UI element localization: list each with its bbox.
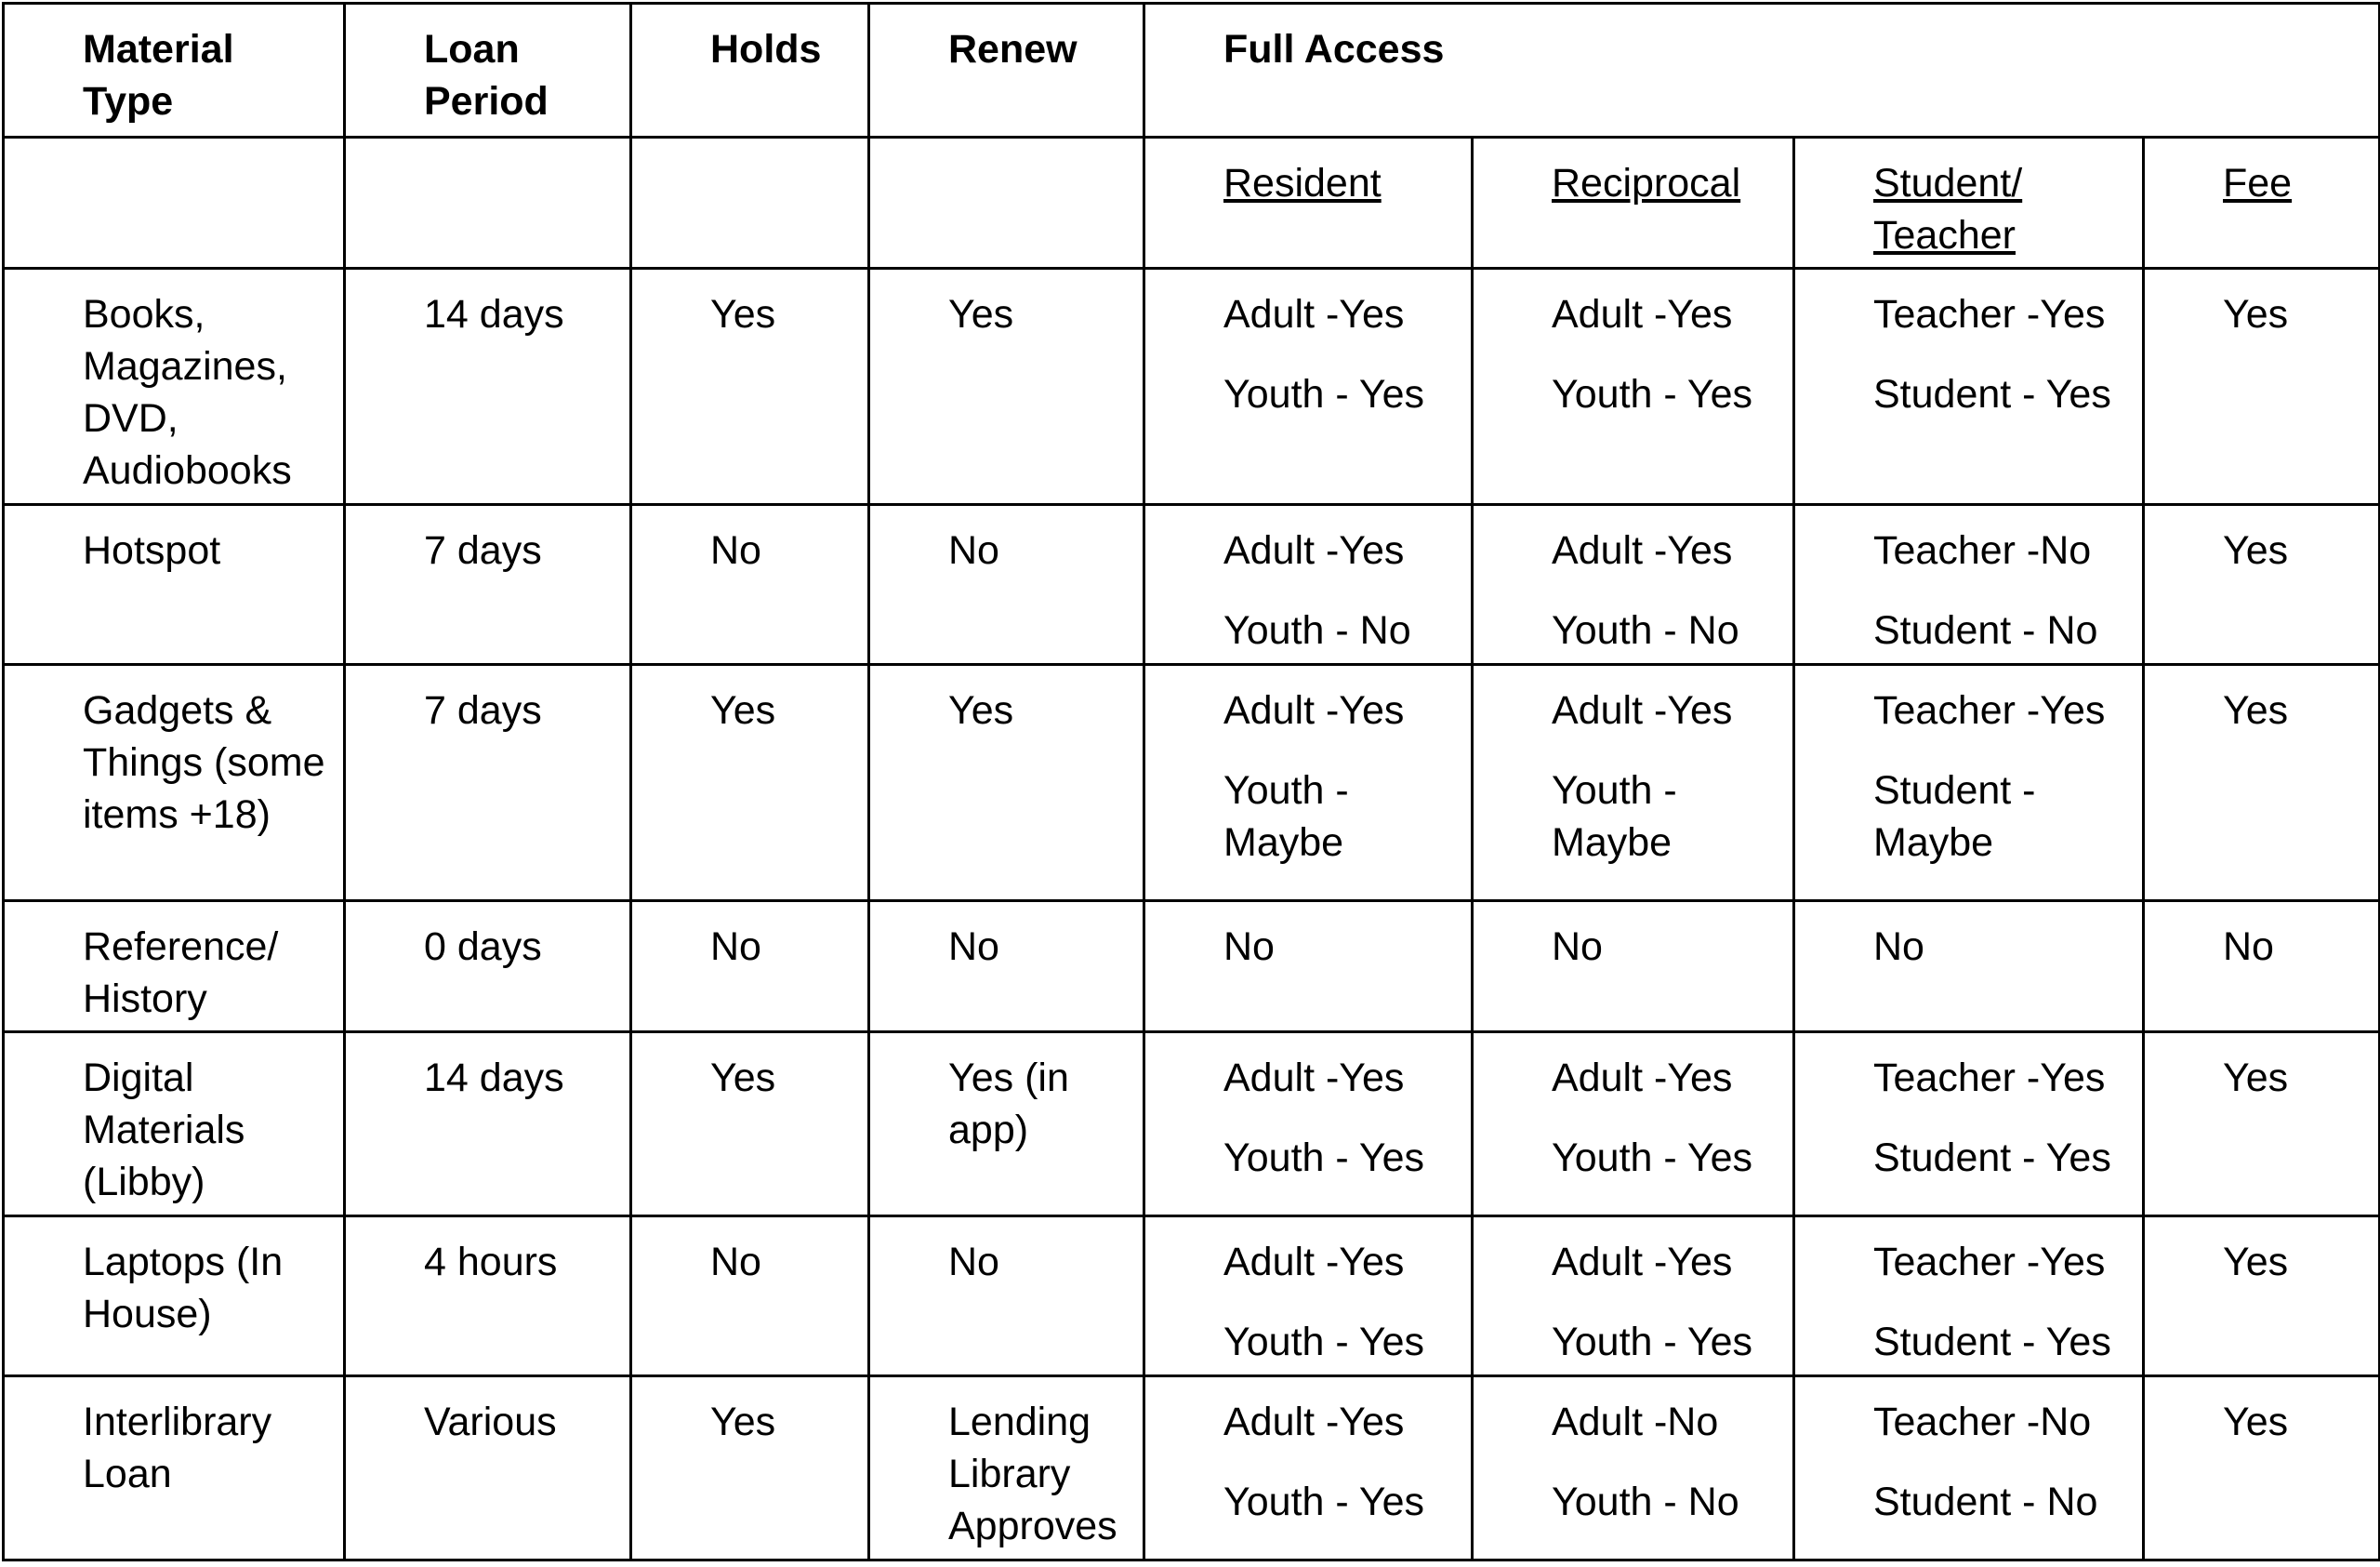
teacher-access: Teacher -Yes bbox=[1873, 1056, 2106, 1100]
student-teacher-cell: No bbox=[1794, 901, 2144, 1032]
student-access: Student - Yes bbox=[1873, 1135, 2111, 1180]
loan-period-cell: 7 days bbox=[345, 505, 631, 665]
header-full-access: Full Access bbox=[1144, 4, 2380, 138]
renew-cell: Yes (in app) bbox=[869, 1032, 1144, 1216]
teacher-access: Teacher -Yes bbox=[1873, 292, 2106, 337]
resident-youth: Youth - Yes bbox=[1223, 1480, 1425, 1524]
material-cell: Hotspot bbox=[4, 505, 345, 665]
header-row bbox=[4, 4, 2380, 138]
resident-adult: Adult -Yes bbox=[1223, 1240, 1405, 1284]
header-loan-period: Loan Period bbox=[345, 4, 631, 138]
table-row bbox=[4, 1216, 2380, 1376]
student-teacher-cell bbox=[1794, 665, 2144, 901]
reciprocal-cell bbox=[1473, 1216, 1794, 1376]
student-access: Student - Yes bbox=[1873, 372, 2111, 417]
header-material-type: Material Type bbox=[4, 4, 345, 138]
table-row bbox=[4, 901, 2380, 1032]
reciprocal-cell bbox=[1473, 1376, 1794, 1560]
empty-cell bbox=[4, 138, 345, 269]
resident-adult: Adult -Yes bbox=[1223, 688, 1405, 733]
empty-cell bbox=[869, 138, 1144, 269]
renew-cell: Yes bbox=[869, 269, 1144, 505]
subheader-reciprocal-label: Reciprocal bbox=[1552, 161, 1741, 206]
resident-youth: Youth - Yes bbox=[1223, 1135, 1425, 1180]
fee-cell: No bbox=[2144, 901, 2380, 1032]
reciprocal-adult: Adult -Yes bbox=[1552, 1240, 1733, 1284]
resident-adult: Adult -Yes bbox=[1223, 1056, 1405, 1100]
student-teacher-cell bbox=[1794, 269, 2144, 505]
holds-cell: No bbox=[631, 901, 869, 1032]
fee-cell: Yes bbox=[2144, 1376, 2380, 1560]
loan-period-cell: 14 days bbox=[345, 269, 631, 505]
subheader-resident-label: Resident bbox=[1223, 161, 1382, 206]
reciprocal-adult: Adult -Yes bbox=[1552, 688, 1733, 733]
table-row bbox=[4, 1032, 2380, 1216]
reciprocal-adult: Adult -Yes bbox=[1552, 292, 1733, 337]
teacher-access: Teacher -Yes bbox=[1873, 688, 2106, 733]
table-row bbox=[4, 505, 2380, 665]
student-access: Student - Maybe bbox=[1873, 768, 2036, 865]
resident-cell bbox=[1144, 1216, 1473, 1376]
holds-cell: No bbox=[631, 1216, 869, 1376]
fee-cell: Yes bbox=[2144, 505, 2380, 665]
resident-adult: Adult -Yes bbox=[1223, 528, 1405, 573]
fee-cell: Yes bbox=[2144, 269, 2380, 505]
resident-cell: No bbox=[1144, 901, 1473, 1032]
student-access: Student - Yes bbox=[1873, 1320, 2111, 1364]
holds-cell: Yes bbox=[631, 269, 869, 505]
resident-adult: Adult -Yes bbox=[1223, 292, 1405, 337]
subheader-reciprocal bbox=[1473, 138, 1794, 269]
student-teacher-cell bbox=[1794, 1376, 2144, 1560]
resident-youth: Youth - Yes bbox=[1223, 372, 1425, 417]
subheader-student-teacher-label: Student/ Teacher bbox=[1873, 161, 2023, 258]
reciprocal-youth: Youth - No bbox=[1552, 1480, 1739, 1524]
resident-cell bbox=[1144, 505, 1473, 665]
resident-adult: Adult -Yes bbox=[1223, 1400, 1405, 1444]
renew-cell: No bbox=[869, 1216, 1144, 1376]
resident-youth: Youth - No bbox=[1223, 608, 1411, 653]
subheader-resident bbox=[1144, 138, 1473, 269]
reciprocal-adult: Adult -No bbox=[1552, 1400, 1719, 1444]
resident-cell bbox=[1144, 269, 1473, 505]
header-holds: Holds bbox=[631, 4, 869, 138]
material-cell: Reference/ History bbox=[4, 901, 345, 1032]
reciprocal-cell bbox=[1473, 665, 1794, 901]
subheader-fee-label: Fee bbox=[2223, 161, 2293, 206]
renew-cell: No bbox=[869, 505, 1144, 665]
teacher-access: Teacher -No bbox=[1873, 528, 2092, 573]
holds-cell: Yes bbox=[631, 665, 869, 901]
reciprocal-cell bbox=[1473, 505, 1794, 665]
table-row bbox=[4, 269, 2380, 505]
material-cell: Books, Magazines, DVD, Audiobooks bbox=[4, 269, 345, 505]
loan-policy-table bbox=[2, 2, 2380, 1561]
teacher-access: Teacher -No bbox=[1873, 1400, 2092, 1444]
renew-cell: Lending Library Approves bbox=[869, 1376, 1144, 1560]
reciprocal-adult: Adult -Yes bbox=[1552, 1056, 1733, 1100]
teacher-access: Teacher -Yes bbox=[1873, 1240, 2106, 1284]
fee-cell: Yes bbox=[2144, 1032, 2380, 1216]
material-cell: Gadgets & Things (some items +18) bbox=[4, 665, 345, 901]
renew-cell: Yes bbox=[869, 665, 1144, 901]
loan-period-cell: 7 days bbox=[345, 665, 631, 901]
loan-period-cell: Various bbox=[345, 1376, 631, 1560]
reciprocal-cell bbox=[1473, 269, 1794, 505]
holds-cell: No bbox=[631, 505, 869, 665]
reciprocal-youth: Youth - No bbox=[1552, 608, 1739, 653]
resident-cell bbox=[1144, 1032, 1473, 1216]
reciprocal-youth: Youth - Yes bbox=[1552, 1135, 1753, 1180]
subheader-row bbox=[4, 138, 2380, 269]
table-row bbox=[4, 665, 2380, 901]
reciprocal-cell: No bbox=[1473, 901, 1794, 1032]
fee-cell: Yes bbox=[2144, 1216, 2380, 1376]
reciprocal-youth: Youth - Yes bbox=[1552, 372, 1753, 417]
holds-cell: Yes bbox=[631, 1376, 869, 1560]
student-access: Student - No bbox=[1873, 1480, 2098, 1524]
student-teacher-cell bbox=[1794, 1216, 2144, 1376]
material-cell: Laptops (In House) bbox=[4, 1216, 345, 1376]
reciprocal-youth: Youth - Yes bbox=[1552, 1320, 1753, 1364]
subheader-fee bbox=[2144, 138, 2380, 269]
table-row bbox=[4, 1376, 2380, 1560]
empty-cell bbox=[345, 138, 631, 269]
fee-cell: Yes bbox=[2144, 665, 2380, 901]
loan-period-cell: 4 hours bbox=[345, 1216, 631, 1376]
student-access: Student - No bbox=[1873, 608, 2098, 653]
resident-youth: Youth - Yes bbox=[1223, 1320, 1425, 1364]
resident-cell bbox=[1144, 1376, 1473, 1560]
reciprocal-youth: Youth - Maybe bbox=[1552, 768, 1677, 865]
reciprocal-adult: Adult -Yes bbox=[1552, 528, 1733, 573]
resident-youth: Youth - Maybe bbox=[1223, 768, 1349, 865]
loan-period-cell: 0 days bbox=[345, 901, 631, 1032]
material-cell: Interlibrary Loan bbox=[4, 1376, 345, 1560]
renew-cell: No bbox=[869, 901, 1144, 1032]
loan-period-cell: 14 days bbox=[345, 1032, 631, 1216]
header-renew: Renew bbox=[869, 4, 1144, 138]
resident-cell bbox=[1144, 665, 1473, 901]
empty-cell bbox=[631, 138, 869, 269]
holds-cell: Yes bbox=[631, 1032, 869, 1216]
student-teacher-cell bbox=[1794, 1032, 2144, 1216]
material-cell: Digital Materials (Libby) bbox=[4, 1032, 345, 1216]
reciprocal-cell bbox=[1473, 1032, 1794, 1216]
subheader-student-teacher bbox=[1794, 138, 2144, 269]
student-teacher-cell bbox=[1794, 505, 2144, 665]
